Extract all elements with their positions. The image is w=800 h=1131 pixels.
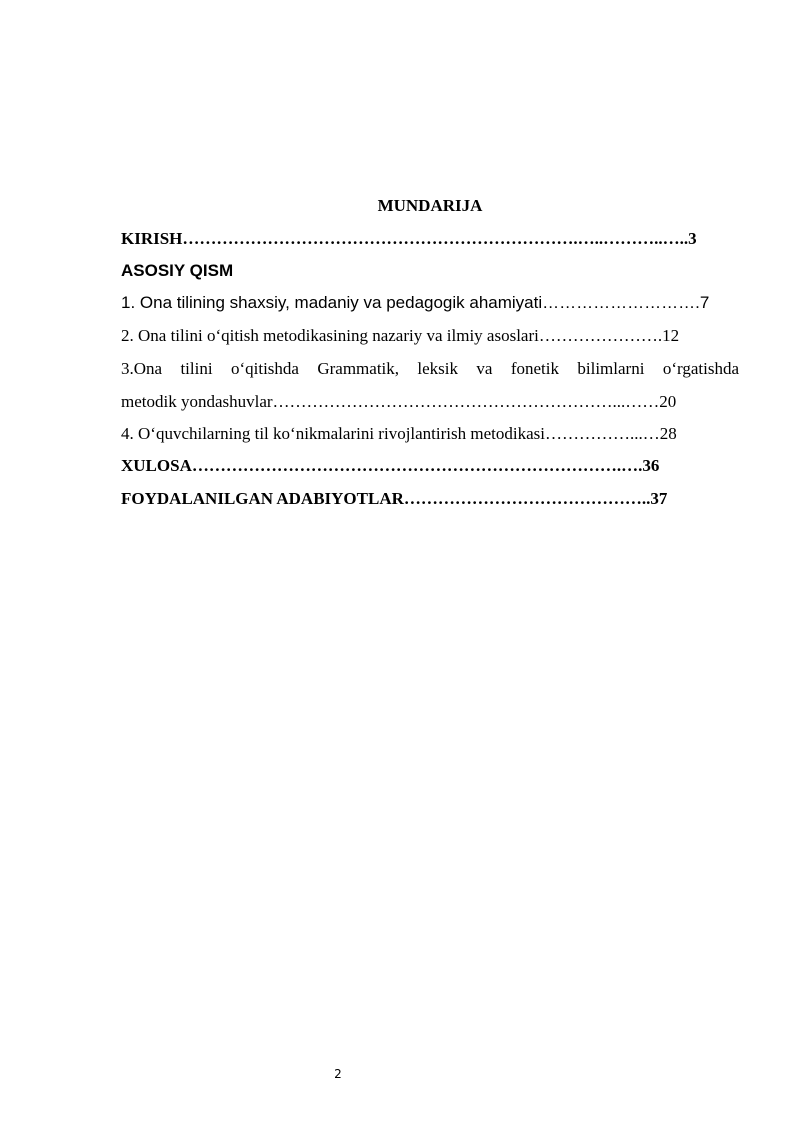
toc-entry-3-line-2: metodik yondashuvlar……………………………………………………...……20 <box>121 392 677 411</box>
toc-entry-1: 1. Ona tilining shaxsiy, madaniy va pedagogik ahamiyati……………………….7 <box>121 293 710 312</box>
toc-entry-kirish: KIRISH…………………………………………………………….…..………..…..3 <box>121 229 697 248</box>
toc-entry-4: 4. O‘quvchilarning til ko‘nikmalarini rivojlantirish metodikasi……………...…28 <box>121 424 677 443</box>
toc-entry-adabiyotlar: FOYDALANILGAN ADABIYOTLAR……………………………………..37 <box>121 489 668 508</box>
toc-entry-xulosa: XULOSA………………………………………………………………….….36 <box>121 456 660 475</box>
toc-entry-2: 2. Ona tilini o‘qitish metodikasining nazariy va ilmiy asoslari………………….12 <box>121 326 680 345</box>
toc-title: MUNDARIJA <box>377 196 483 215</box>
page-number: 2 <box>334 1067 342 1081</box>
toc-section-heading: ASOSIY QISM <box>121 261 234 280</box>
toc-entry-3-line-1: 3.Ona tilini o‘qitishda Grammatik, leksik va fonetik bilimlarni o‘rgatishda <box>121 359 739 378</box>
